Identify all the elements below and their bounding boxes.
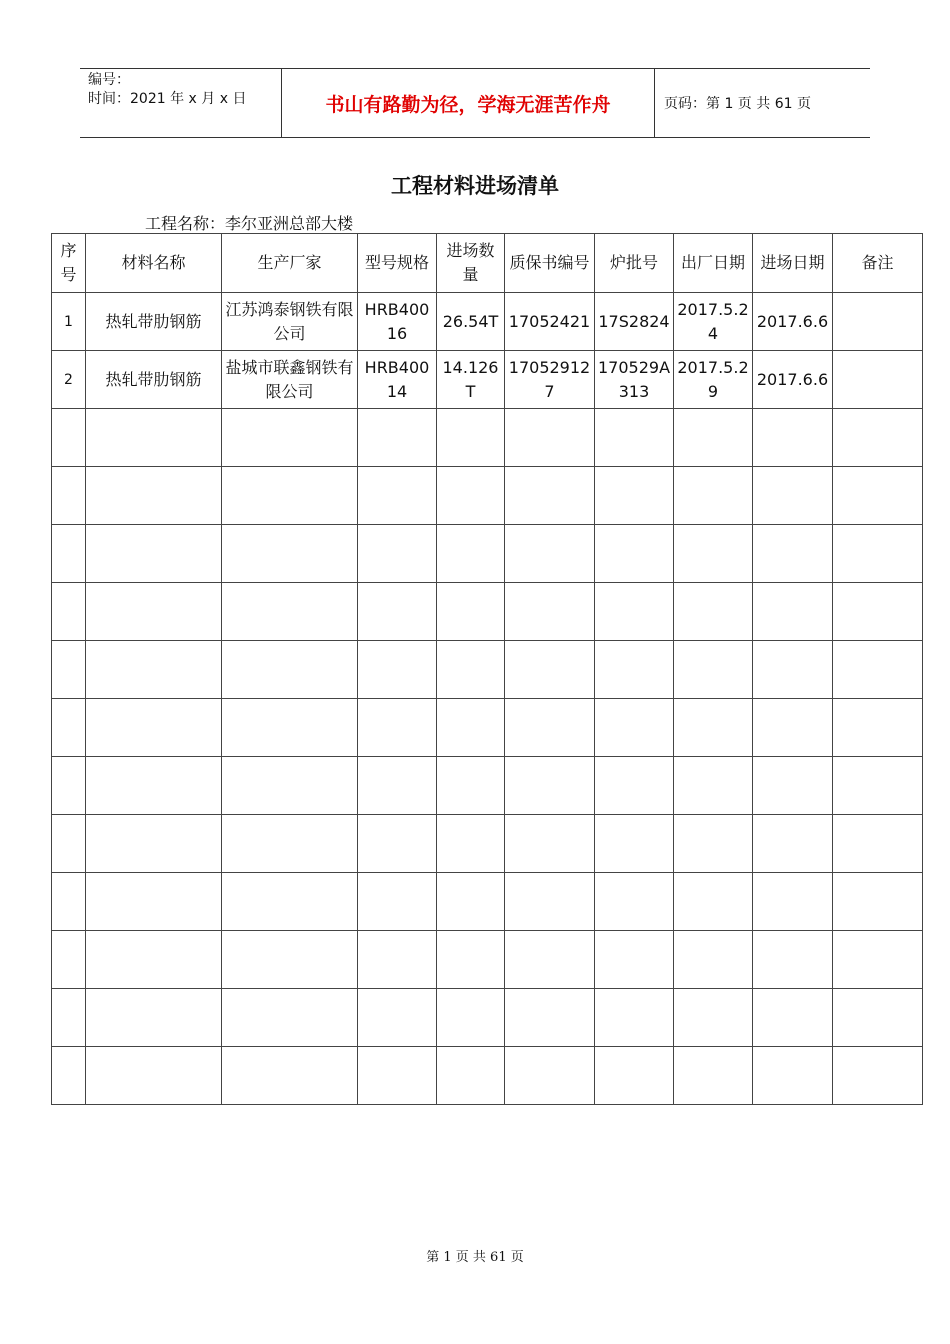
table-row-empty: [52, 699, 923, 757]
table-cell: [52, 525, 86, 583]
document-header: [80, 68, 870, 138]
table-cell: 江苏鸿泰钢铁有限公司: [222, 293, 358, 351]
table-cell: [52, 757, 86, 815]
table-cell: [437, 641, 505, 699]
table-cell: [753, 931, 833, 989]
column-header: 质保书编号: [505, 234, 595, 293]
table-cell: [505, 989, 595, 1047]
table-cell: 2017.6.6: [753, 293, 833, 351]
table-cell: [437, 1047, 505, 1105]
table-cell: [437, 467, 505, 525]
table-cell: [437, 699, 505, 757]
table-cell: HRB40016: [358, 293, 437, 351]
table-cell: 2017.5.24: [674, 293, 753, 351]
table-cell: [753, 815, 833, 873]
table-cell: [52, 989, 86, 1047]
table-cell: [222, 467, 358, 525]
table-cell: [753, 641, 833, 699]
table-cell: [222, 699, 358, 757]
table-row-empty: [52, 1047, 923, 1105]
table-cell: [505, 757, 595, 815]
table-cell: [674, 757, 753, 815]
table-cell: [358, 409, 437, 467]
table-cell: [222, 873, 358, 931]
table-row-empty: [52, 467, 923, 525]
table-cell: [86, 989, 222, 1047]
table-cell: 2017.5.29: [674, 351, 753, 409]
table-cell: 170529127: [505, 351, 595, 409]
table-cell: 17S2824: [595, 293, 674, 351]
table-cell: [222, 583, 358, 641]
table-cell: [833, 757, 923, 815]
table-cell: 26.54T: [437, 293, 505, 351]
table-cell: [833, 467, 923, 525]
table-cell: [437, 583, 505, 641]
table-cell: [505, 815, 595, 873]
page-footer: 第 1 页 共 61 页: [426, 1250, 524, 1265]
table-cell: [833, 293, 923, 351]
table-cell: [222, 757, 358, 815]
table-cell: [437, 757, 505, 815]
table-cell: [222, 409, 358, 467]
table-cell: [358, 1047, 437, 1105]
table-cell: [222, 815, 358, 873]
project-name: 工程名称：李尔亚洲总部大楼: [145, 214, 354, 233]
table-cell: [674, 873, 753, 931]
table-row-empty: [52, 989, 923, 1047]
header-meta: [88, 71, 278, 109]
table-cell: 1: [52, 293, 86, 351]
table-cell: [505, 1047, 595, 1105]
table-cell: [52, 815, 86, 873]
table-cell: [52, 1047, 86, 1105]
column-header: 进场数量: [437, 234, 505, 293]
table-row-empty: [52, 931, 923, 989]
column-header: 型号规格: [358, 234, 437, 293]
table-cell: [505, 641, 595, 699]
table-cell: [674, 989, 753, 1047]
table-cell: [52, 873, 86, 931]
table-cell: [358, 815, 437, 873]
table-row-empty: [52, 815, 923, 873]
table-cell: [753, 873, 833, 931]
table-cell: [358, 873, 437, 931]
table-cell: [437, 409, 505, 467]
table-cell: [358, 931, 437, 989]
table-cell: [595, 525, 674, 583]
table-cell: [595, 583, 674, 641]
table-cell: [86, 525, 222, 583]
table-cell: [833, 525, 923, 583]
table-cell: 盐城市联鑫钢铁有限公司: [222, 351, 358, 409]
table-cell: [833, 351, 923, 409]
table-cell: [358, 467, 437, 525]
table-cell: [505, 583, 595, 641]
table-row-empty: [52, 525, 923, 583]
table-cell: [222, 1047, 358, 1105]
column-header: 生产厂家: [222, 234, 358, 293]
page-title: 工程材料进场清单: [391, 174, 559, 198]
table-cell: [358, 989, 437, 1047]
column-header: 序号: [52, 234, 86, 293]
table-cell: 17052421: [505, 293, 595, 351]
table-cell: [52, 583, 86, 641]
table-cell: HRB40014: [358, 351, 437, 409]
table-cell: [437, 873, 505, 931]
table-cell: [52, 641, 86, 699]
table-cell: [505, 699, 595, 757]
table-cell: [505, 409, 595, 467]
table-cell: [437, 989, 505, 1047]
table-cell: [86, 815, 222, 873]
table-cell: [833, 815, 923, 873]
table-cell: [753, 989, 833, 1047]
table-cell: [505, 873, 595, 931]
table-cell: [86, 931, 222, 989]
table-cell: [833, 989, 923, 1047]
table-cell: [222, 641, 358, 699]
table-cell: [505, 525, 595, 583]
table-cell: [358, 757, 437, 815]
table-cell: [753, 467, 833, 525]
table-cell: [833, 1047, 923, 1105]
table-cell: [437, 525, 505, 583]
table-row-empty: [52, 641, 923, 699]
table-cell: [358, 699, 437, 757]
table-cell: [595, 409, 674, 467]
table-cell: 热轧带肋钢筋: [86, 293, 222, 351]
table-row-empty: [52, 583, 923, 641]
table-cell: [833, 873, 923, 931]
table-cell: [674, 641, 753, 699]
table-cell: [753, 1047, 833, 1105]
table-cell: 2017.6.6: [753, 351, 833, 409]
table-row-empty: [52, 757, 923, 815]
table-cell: [753, 757, 833, 815]
table-cell: [222, 931, 358, 989]
table-cell: [833, 699, 923, 757]
table-header-row: [52, 234, 923, 293]
column-header: 炉批号: [595, 234, 674, 293]
table-row: [52, 293, 923, 351]
table-cell: [595, 815, 674, 873]
table-cell: [753, 525, 833, 583]
table-cell: [833, 641, 923, 699]
table-cell: [595, 873, 674, 931]
table-cell: [753, 699, 833, 757]
time-label: 时间：2021 年 x 月 x 日: [88, 91, 247, 107]
table-cell: [86, 467, 222, 525]
table-cell: [753, 409, 833, 467]
table-cell: [505, 931, 595, 989]
table-cell: [674, 583, 753, 641]
table-cell: [833, 931, 923, 989]
table-cell: [753, 583, 833, 641]
column-header: 出厂日期: [674, 234, 753, 293]
table-cell: [86, 641, 222, 699]
table-cell: [222, 989, 358, 1047]
table-row: [52, 351, 923, 409]
table-cell: [358, 641, 437, 699]
table-cell: [358, 525, 437, 583]
table-cell: [674, 815, 753, 873]
table-cell: 热轧带肋钢筋: [86, 351, 222, 409]
table-cell: [674, 699, 753, 757]
table-cell: 2: [52, 351, 86, 409]
number-label: 编号：: [88, 72, 130, 88]
table-cell: [595, 989, 674, 1047]
table-cell: [833, 583, 923, 641]
table-cell: [52, 467, 86, 525]
table-cell: [595, 931, 674, 989]
table-cell: [358, 583, 437, 641]
table-cell: [595, 641, 674, 699]
table-cell: [595, 757, 674, 815]
table-row-empty: [52, 873, 923, 931]
table-cell: [437, 931, 505, 989]
table-cell: [86, 409, 222, 467]
table-cell: [674, 931, 753, 989]
table-cell: [595, 699, 674, 757]
table-cell: [674, 525, 753, 583]
table-cell: [86, 757, 222, 815]
column-header: 材料名称: [86, 234, 222, 293]
table-cell: [86, 1047, 222, 1105]
table-cell: [595, 467, 674, 525]
table-cell: [86, 699, 222, 757]
table-cell: 170529A313: [595, 351, 674, 409]
header-page-info: 页码：第 1 页 共 61 页: [664, 96, 811, 112]
table-cell: 14.126T: [437, 351, 505, 409]
table-cell: [505, 467, 595, 525]
column-header: 进场日期: [753, 234, 833, 293]
column-header: 备注: [833, 234, 923, 293]
header-divider: [654, 69, 655, 137]
table-cell: [86, 873, 222, 931]
table-cell: [52, 931, 86, 989]
table-cell: [674, 1047, 753, 1105]
header-motto: 书山有路勤为径，学海无涯苦作舟: [325, 93, 611, 116]
table-cell: [86, 583, 222, 641]
table-cell: [52, 409, 86, 467]
table-cell: [674, 467, 753, 525]
table-cell: [674, 409, 753, 467]
table-cell: [52, 699, 86, 757]
table-row-empty: [52, 409, 923, 467]
table-cell: [833, 409, 923, 467]
table-cell: [222, 525, 358, 583]
table-cell: [595, 1047, 674, 1105]
table-cell: [437, 815, 505, 873]
materials-table: [51, 233, 923, 1105]
